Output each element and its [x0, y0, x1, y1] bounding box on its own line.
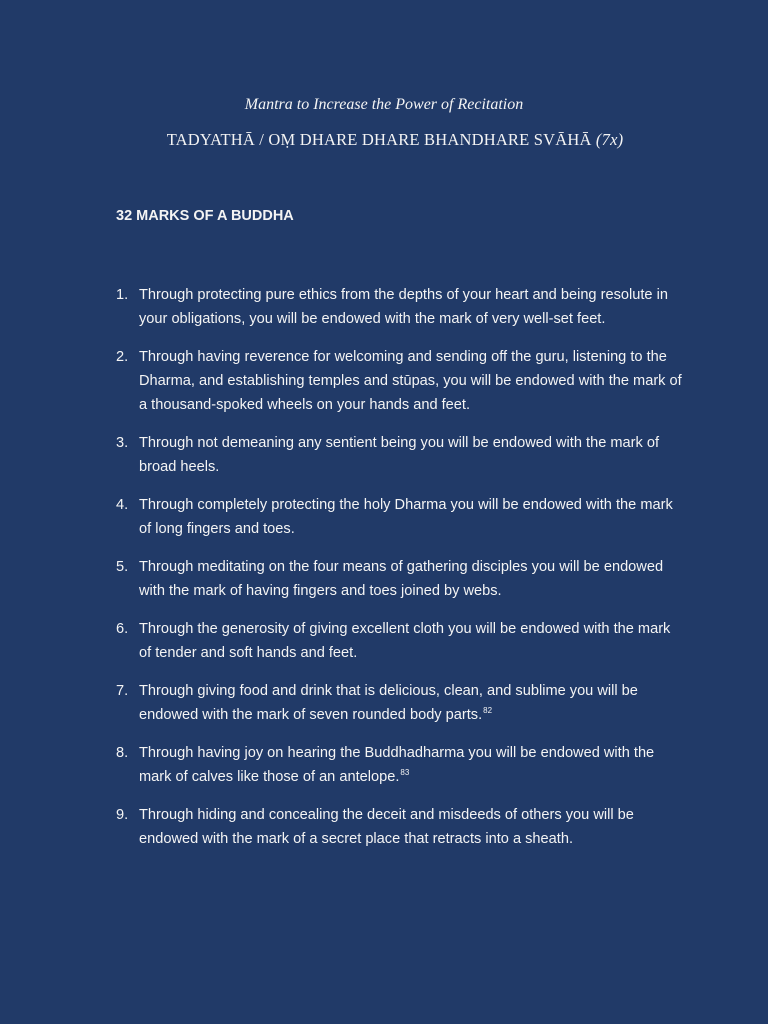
list-item [116, 493, 686, 541]
list-item-body: Through giving food and drink that is delicious, clean, and sublime you will be endowed with the mark of seven rounded body parts. [139, 683, 638, 723]
list-item-number: 6. [116, 621, 129, 637]
list-item [116, 803, 686, 851]
list-item [116, 345, 686, 417]
list-item-text [139, 617, 686, 665]
footnote-marker[interactable]: 82 [483, 706, 493, 715]
mantra-repetitions: (7x) [595, 130, 624, 149]
list-item [116, 283, 686, 331]
list-item-number: 1. [116, 287, 129, 303]
mantra-syllables: TADYATHĀ / OṂ DHARE DHARE BHANDHARE SVĀHĀ [166, 130, 592, 149]
list-item [116, 431, 686, 479]
list-item-body: Through the generosity of giving excellent cloth you will be endowed with the mark of tender and soft hands and feet. [139, 621, 671, 661]
list-item [116, 741, 686, 789]
list-item [116, 555, 686, 603]
section-heading: 32 MARKS OF A BUDDHA [116, 208, 294, 224]
list-item-number: 8. [116, 745, 129, 761]
list-item-body: Through completely protecting the holy Dharma you will be endowed with the mark of long fingers and toes. [139, 497, 673, 537]
list-item-text [139, 803, 686, 851]
list-item-text [139, 345, 686, 417]
list-item-text [139, 555, 686, 603]
list-item-body: Through hiding and concealing the deceit and misdeeds of others you will be endowed with the mark of a secret place that retracts into a sheath. [139, 807, 634, 847]
list-item [116, 617, 686, 665]
list-item-text [139, 741, 686, 789]
list-item-body: Through having reverence for welcoming and sending off the guru, listening to the Dharma, and establishing temples and stūpas, you will be endowed with the mark of a thousand-spoked wheels on your hands and feet. [139, 349, 682, 413]
list-item [116, 679, 686, 727]
list-item-body: Through meditating on the four means of gathering disciples you will be endowed with the mark of having fingers and toes joined by webs. [139, 559, 664, 599]
list-item-number: 3. [116, 435, 129, 451]
footnote-marker[interactable]: 83 [400, 768, 410, 777]
list-item-number: 5. [116, 559, 129, 575]
list-item-number: 4. [116, 497, 129, 513]
list-item-number: 7. [116, 683, 129, 699]
list-item-body: Through having joy on hearing the Buddhadharma you will be endowed with the mark of calves like those of an antelope. [139, 745, 655, 785]
list-item-number: 2. [116, 349, 129, 365]
mantra-text [0, 130, 768, 150]
list-item-text [139, 431, 686, 479]
marks-list [116, 283, 686, 865]
mantra-title: Mantra to Increase the Power of Recitation [244, 96, 524, 113]
list-item-text [139, 493, 686, 541]
list-item-text [139, 283, 686, 331]
list-item-body: Through not demeaning any sentient being you will be endowed with the mark of broad heels. [139, 435, 660, 475]
list-item-number: 9. [116, 807, 129, 823]
list-item-text [139, 679, 686, 727]
list-item-body: Through protecting pure ethics from the depths of your heart and being resolute in your obligations, you will be endowed with the mark of very well-set feet. [139, 287, 668, 327]
